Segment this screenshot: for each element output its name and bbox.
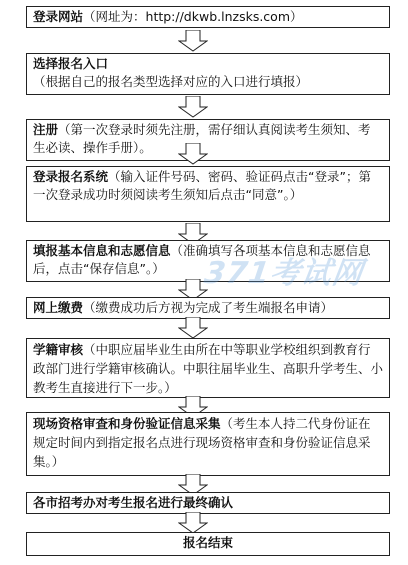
step-text: （准确填写各项基本信息和志愿信息后，点击“保存信息”。） [33,243,371,276]
step-text: （输入证件号码、密码、验证码点击“登录”；第一次登录成功时须阅读考生须知后点击“同意”。） [33,169,371,202]
down-arrow-icon [178,30,208,52]
step-title: 注册 [33,122,59,137]
down-arrow-icon [178,512,208,534]
step-text: （考生本人持二代身份证在规定时间内到指定报名点进行现场资格审查和身份验证信息采集。） [33,416,371,469]
step-text: （缴费成功后方视为完成了考生端报名申请） [83,300,334,315]
step-login-website [26,6,390,28]
step-title: 登录网站 [33,9,84,24]
step-title: 学籍审核 [33,342,84,357]
step-title: 选择报名入口 [33,56,109,71]
down-arrow-icon [178,317,208,339]
step-title: 网上缴费 [33,300,84,315]
step-title: 各市招考办对考生报名进行最终确认 [33,495,234,510]
step-text: （第一次登录时须先注册，需仔细认真阅读考生须知、考生必读、操作手册）。 [33,122,371,155]
watermark-logo: 371考试网 [202,256,366,291]
step-final-confirmation [26,492,390,514]
step-text: （网址为：http://dkwb.lnzsks.com） [83,9,303,24]
step-title: 报名结束 [182,535,233,550]
step-register [26,119,390,161]
down-arrow-icon [178,143,208,165]
down-arrow-icon [178,96,208,118]
step-text: （中职应届毕业生由所在中等职业学校组织到教育行政部门进行学籍审核确认。中职往届毕业生、高职升学考生、小教考生直接进行下一步。） [33,342,384,395]
step-status-review [26,338,390,398]
step-title: 现场资格审查和身份验证信息采集 [33,416,221,431]
step-text: （根据自己的报名类型选择对应的入口进行填报） [33,74,309,89]
step-select-entry [26,53,390,95]
step-online-payment [26,297,390,319]
step-login-system [26,166,390,222]
step-title: 填报基本信息和志愿信息 [33,243,171,258]
step-title: 登录报名系统 [33,169,109,184]
step-fill-info [26,240,390,282]
step-registration-end [26,532,390,556]
step-onsite-verification [26,412,390,476]
